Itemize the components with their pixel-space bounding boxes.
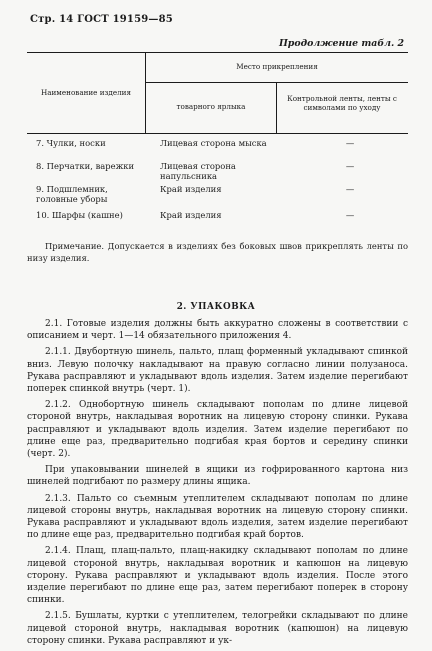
paragraph: При упаковывании шинелей в ящики из гофрированного картона низ шинелей подгибают по размеру длины ящика. xyxy=(27,465,408,488)
header-item-name: Наименование изделия xyxy=(40,88,132,97)
table-row-label: Лицевая сторона мыска xyxy=(160,138,267,148)
table-row-tape: — xyxy=(345,184,355,194)
page-header: Стр. 14 ГОСТ 19159—85 xyxy=(30,14,173,25)
table-row-name: 7. Чулки, носки xyxy=(36,138,106,148)
table-header-bottom-rule xyxy=(27,133,408,134)
paragraph: 2.1. Готовые изделия должны быть аккуратно сложены в соответствии с описанием и черт. 1—14 обязательного приложения 4. xyxy=(27,319,408,342)
header-attachment-place: Место прикрепления xyxy=(236,62,318,71)
table-continuation-caption: Продолжение табл. 2 xyxy=(278,38,404,49)
table-note: Примечание. Допускается в изделиях без боковых швов прикреплять ленты по низу изделия. xyxy=(27,241,408,263)
table-row-tape: — xyxy=(345,138,355,148)
header-control-tape: Контрольной ленты, ленты с символами по уходу xyxy=(287,94,397,112)
section-body xyxy=(27,318,408,651)
section-title: 2. УПАКОВКА xyxy=(176,302,256,312)
paragraph: 2.1.5. Бушлаты, куртки с утеплителем, телогрейки складывают по длине лицевой стороной внутрь, накладывая воротник (капюшон) на лицевую сторону спинки. Рукава расправляют и ук- xyxy=(27,611,408,646)
paragraph: 2.1.4. Плащ, плащ-пальто, плащ-накидку складывают пополам по длине лицевой стороной внутрь, накладывая воротник и капюшон на лицевую сторону. Рукава расправляют и укладывают вдоль изделия. После этого изделие перегибают по длине еще раз, затем перегибают поперек в сторону спинки. xyxy=(27,546,408,606)
table-row-name: 10. Шарфы (кашне) xyxy=(36,210,123,220)
table-column-divider-2 xyxy=(276,82,277,134)
table-row-tape: — xyxy=(345,161,355,171)
paragraph: 2.1.3. Пальто со съемным утеплителем складывают пополам по длине лицевой стороны внутрь, накладывая воротник на лицевую сторону спинки. Рукава расправляют и укладывают вдоль изделия, затем изделие перегибают по длине еще раз, предварительно подгибая край бортов. xyxy=(27,493,408,541)
table-row-label: Край изделия xyxy=(160,210,222,220)
table-row-label: Лицевая сторона напульсника xyxy=(160,161,236,181)
attachment-table xyxy=(27,52,408,134)
table-top-rule xyxy=(27,52,408,53)
header-label-tag: товарного ярлыка xyxy=(176,102,246,111)
table-row-name: 9. Подшлемник, головные уборы xyxy=(36,184,108,204)
table-row-tape: — xyxy=(345,210,355,220)
table-row-name: 8. Перчатки, варежки xyxy=(36,161,135,171)
paragraph: 2.1.1. Двубортную шинель, пальто, плащ форменный укладывают спинкой вниз. Левую полочку накладывают на правую согласно линии полузаноса. Рукава расправляют и укладывают вдоль изделия. Затем изделие перегибают поперек спинкой внутрь (черт. 1). xyxy=(27,347,408,395)
paragraph: 2.1.2. Однобортную шинель складывают пополам по длине лицевой стороной внутрь, накладывая воротник на лицевую сторону спинки. Рукава расправляют и укладывают вдоль изделия. Затем изделие перегибают по длине еще раз, предварительно подгибая края бортов и середину спинки (черт. 2). xyxy=(27,400,408,460)
table-row-label: Край изделия xyxy=(160,184,222,194)
